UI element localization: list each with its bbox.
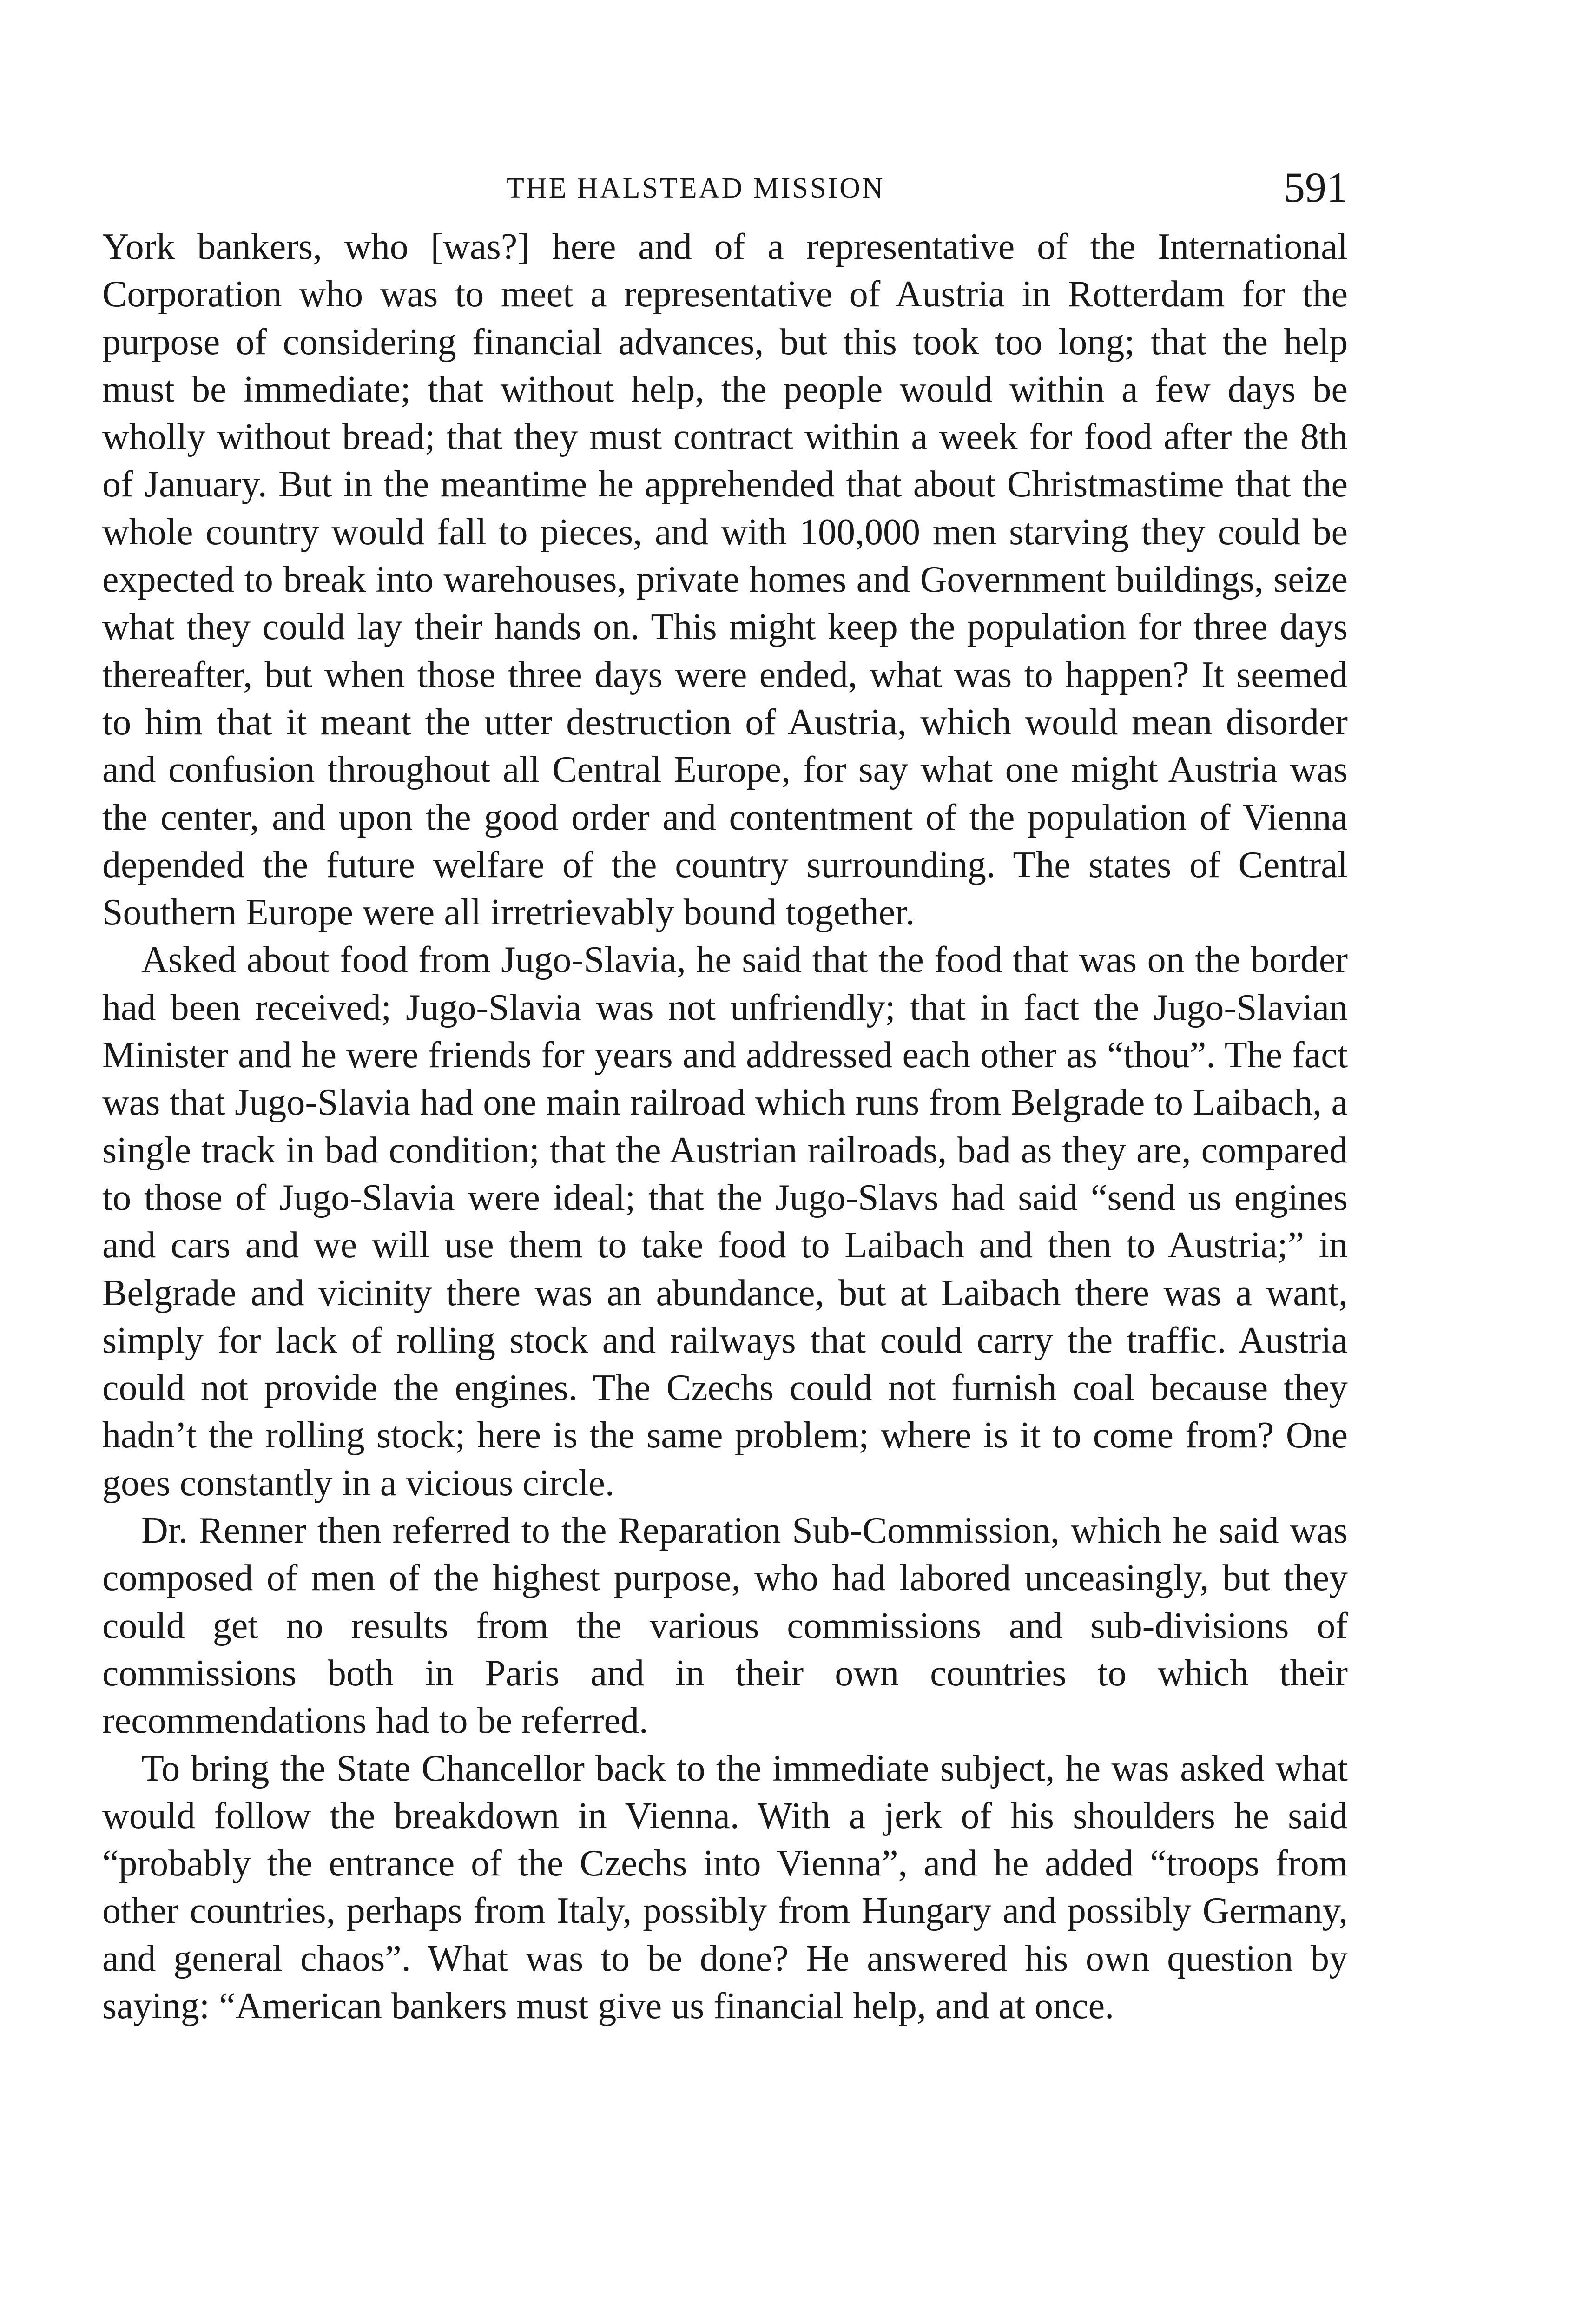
paragraph-1: York bankers, who [was?] here and of a representative of the International Corporation who was to meet a representative of Austria in Rotterdam for the purpose of considering financial advances, but this took too long; that the help must be immediate; that without help, the people would within a few days be wholly without bread; that they must contract within a week for food after the 8th of January. But in the meantime he apprehended that about Christmastime that the whole country would fall to pieces, and with 100,000 men starving they could be expected to break into warehouses, private homes and Government buildings, seize what they could lay their hands on. This might keep the population for three days thereafter, but when those three days were ended, what was to happen? It seemed to him that it meant the utter destruction of Austria, which would mean disorder and confusion throughout all Central Europe, for say what one might Austria was the center, and upon the good order and contentment of the population of Vienna depended the future welfare of the country surrounding. The states of Central Southern Europe were all irretrievably bound together. <box>102 226 1348 933</box>
paragraph-4: To bring the State Chancellor back to the immediate subject, he was asked what would follow the breakdown in Vienna. With a jerk of his shoulders he said “probably the entrance of the Czechs into Vienna”, and he added “troops from other countries, perhaps from Italy, possibly from Hungary and possibly Germany, and general chaos”. What was to be done? He answered his own question by saying: “American bankers must give us financial help, and at once. <box>102 1748 1348 2027</box>
page-number: 591 <box>1284 164 1348 211</box>
page-header <box>102 164 1348 223</box>
paragraph-2: Asked about food from Jugo-Slavia, he said that the food that was on the border had been received; Jugo-Slavia was not unfriendly; that in fact the Jugo-Slavian Minister and he were friends for years and addressed each other as “thou”. The fact was that Jugo-Slavia had one main railroad which runs from Belgrade to Laibach, a single track in bad condition; that the Austrian railroads, bad as they are, compared to those of Jugo-Slavia were ideal; that the Jugo-Slavs had said “send us engines and cars and we will use them to take food to Laibach and then to Austria;” in Belgrade and vicinity there was an abundance, but at Laibach there was a want, simply for lack of rolling stock and railways that could carry the traffic. Austria could not provide the engines. The Czechs could not furnish coal because they hadn’t the rolling stock; here is the same problem; where is it to come from? One goes constantly in a vicious circle. <box>102 939 1348 1504</box>
paragraph-3: Dr. Renner then referred to the Reparation Sub-Commission, which he said was composed of men of the highest purpose, who had labored unceasingly, but they could get no results from the various commissions and sub-divisions of commissions both in Paris and in their own countries to which their recommendations had to be referred. <box>102 1510 1348 1742</box>
running-head: THE HALSTEAD MISSION <box>507 172 885 204</box>
body-text <box>102 223 1348 2030</box>
book-page <box>102 164 1348 2030</box>
